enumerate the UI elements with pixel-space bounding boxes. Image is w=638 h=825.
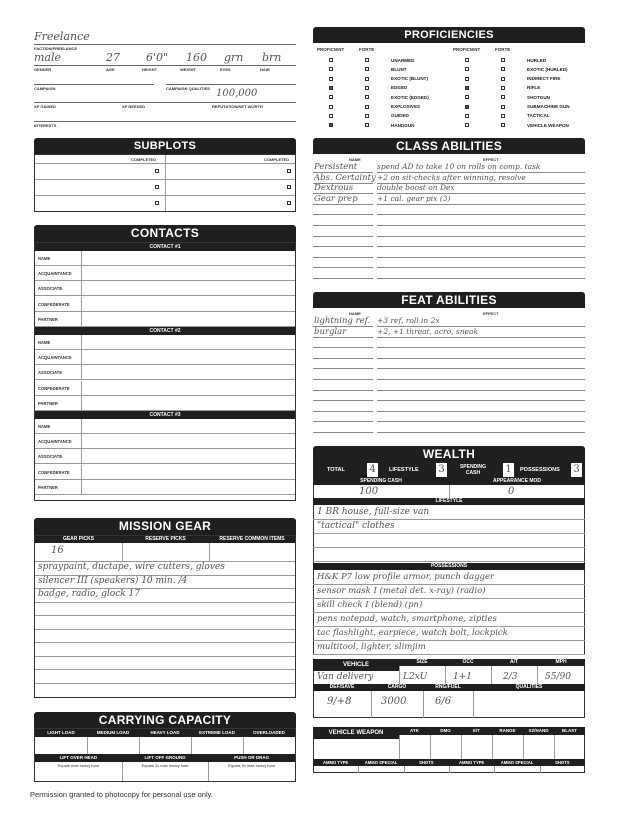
eyes-value[interactable]: grn — [224, 51, 244, 64]
vehicle-mph[interactable]: 55/90 — [545, 672, 571, 682]
total-value[interactable]: 4 — [367, 463, 378, 477]
footer-note: Permission granted to photocopy for personal use only. — [30, 790, 213, 799]
contact-3-associate-label: ASSOCIATE — [38, 454, 63, 460]
class_abilities-row-2-name[interactable]: Dextrous — [314, 183, 354, 194]
prof-right-7-label: VEHICLE WEAPON — [527, 122, 569, 128]
carrying-title: CARRYING CAPACITY — [34, 712, 296, 728]
faction-label: FACTION/FREELANCE — [34, 46, 78, 51]
contact-3-acquaintance-row[interactable] — [35, 434, 295, 449]
contact-1-partner-row[interactable] — [35, 312, 295, 327]
proficiencies-section — [313, 27, 585, 133]
vehicle-size[interactable]: L2xU — [403, 672, 428, 682]
reputation-value[interactable]: 100,000 — [216, 88, 258, 99]
contact-3-header: CONTACT #3 — [35, 411, 295, 419]
lifestyle-label: LIFESTYLE — [389, 467, 419, 473]
prof-left-1-forte-checkbox[interactable] — [365, 67, 369, 71]
possession-line-1[interactable]: sensor mask I (metal det. x-ray) (radio) — [317, 586, 486, 596]
lifestyle-line-1[interactable]: "tactical" clothes — [317, 521, 395, 531]
feat_abilities-row-1-name[interactable]: burglar — [314, 326, 347, 337]
possession-line-4[interactable]: tac flashlight, earpiece, watch bolt, lockpick — [317, 628, 508, 638]
subplot-1-checkbox[interactable] — [155, 169, 159, 173]
carry-sub-1-label: LIFT OFF GROUND — [122, 754, 209, 762]
class-col-effect: EFFECT — [483, 157, 499, 162]
prof-right-6-proficient-checkbox[interactable] — [465, 114, 469, 118]
completed-label-2: COMPLETED — [264, 157, 290, 162]
interests-label: INTERESTS — [34, 123, 57, 128]
prof-right-4-forte-checkbox[interactable] — [501, 95, 505, 99]
prof-left-3-label: EDGED — [391, 85, 408, 91]
vehicle-at[interactable]: 2/3 — [503, 672, 518, 682]
reputation-label: REPUTATION/NET WORTH — [212, 104, 263, 109]
gender-label: GENDER — [34, 67, 52, 72]
contact-2-name-label: NAME — [38, 340, 51, 345]
faction-value[interactable]: Freelance — [34, 30, 90, 43]
vw-ammo-col-3: AMMO TYPE — [449, 759, 494, 766]
campaign-qualities-label: CAMPAIGN QUALITIES — [166, 86, 210, 91]
contact-3-confederate-row[interactable] — [35, 465, 295, 480]
contact-2-partner-label: PARTNER — [38, 400, 58, 406]
subplots-section — [34, 138, 296, 212]
contact-3-associate-row[interactable] — [35, 449, 295, 464]
prof-right-2-proficient-checkbox[interactable] — [465, 77, 469, 81]
occ-label: OCC — [445, 659, 491, 666]
contact-1-name-row[interactable] — [35, 251, 295, 266]
possession-line-5[interactable]: multitool, lighter, slimjim — [317, 642, 426, 652]
prof-right-1-forte-checkbox[interactable] — [501, 67, 505, 71]
contact-1-header: CONTACT #1 — [35, 243, 295, 251]
prof-left-1-label: BLUNT — [391, 66, 407, 72]
vw-ammo-col-1: AMMO SPECIAL — [358, 759, 403, 766]
prof-left-2-proficient-checkbox[interactable] — [329, 77, 333, 81]
age-label: AGE — [106, 67, 115, 72]
contact-1-acquaintance-label: ACQUAINTANCE — [38, 271, 72, 277]
prof-right-7-proficient-checkbox[interactable] — [465, 123, 469, 127]
gender-value[interactable]: male — [34, 51, 62, 64]
lifestyle-value[interactable]: 3 — [436, 463, 447, 477]
gear-picks-label: GEAR PICKS — [35, 536, 122, 543]
spending-value[interactable]: 1 — [503, 463, 514, 477]
reserve-common-label: RESERVE COMMON ITEMS — [209, 536, 295, 543]
gear-picks-value[interactable]: 16 — [51, 545, 64, 556]
prof-left-6-proficient-checkbox[interactable] — [329, 114, 333, 118]
prof-right-5-proficient-checkbox[interactable] — [465, 105, 469, 109]
class_abilities-row-0-name[interactable]: Persistent — [314, 162, 358, 172]
vw-col-1: DMG — [430, 727, 461, 735]
contact-2-acquaintance-row[interactable] — [35, 350, 295, 365]
class_abilities-row-2-effect[interactable]: double boost on Dex — [377, 183, 455, 193]
possession-line-2[interactable]: skill check I (blend) (pn) — [317, 600, 423, 610]
campaign-label: CAMPAIGN — [34, 86, 56, 91]
contact-1-confederate-row[interactable] — [35, 297, 295, 312]
prof-left-7-label: HANDGUN — [391, 122, 415, 128]
subplot-3-checkbox[interactable] — [155, 201, 159, 205]
prof-right-6-label: TACTICAL — [527, 113, 550, 119]
prof-left-3-proficient-checkbox[interactable] — [329, 86, 333, 90]
height-value[interactable]: 6'0" — [146, 51, 169, 64]
vehicle-occ[interactable]: 1+1 — [453, 672, 472, 682]
feat-abilities-title: FEAT ABILITIES — [313, 292, 585, 308]
prof-left-0-proficient-checkbox[interactable] — [329, 58, 333, 62]
height-label: HEIGHT — [142, 67, 158, 72]
prof-right-5-label: SUBMACHINE GUN — [527, 104, 570, 109]
carry-col-3: EXTREME LOAD — [191, 729, 243, 737]
prof-left-5-label: EXPLOSIVES — [391, 104, 421, 109]
col-proficient-left: PROFICIENT — [317, 47, 345, 52]
vw-col-3: RANGE — [492, 727, 523, 735]
feat-col-effect: EFFECT — [483, 311, 499, 316]
vehicle-def[interactable]: 9/+8 — [327, 696, 352, 707]
mph-label: MPH — [537, 659, 585, 666]
prof-right-3-label: RIFLE — [527, 85, 541, 91]
subplot-6-checkbox[interactable] — [287, 201, 291, 205]
col-forte-left: FORTE — [359, 47, 375, 52]
contact-1-acquaintance-row[interactable] — [35, 266, 295, 281]
contact-2-confederate-row[interactable] — [35, 381, 295, 396]
spending-cash-label: SPENDING CASH — [313, 478, 449, 485]
subplot-4-checkbox[interactable] — [287, 169, 291, 173]
contact-1-confederate-label: CONFEDERATE — [38, 301, 70, 307]
vehicle-weapon-section — [313, 727, 585, 773]
vw-ammo-col-0: AMMO TYPE — [313, 759, 358, 766]
xp-needed-label: XP NEEDED — [122, 104, 146, 109]
carry-col-2: HEAVY LOAD — [139, 729, 191, 737]
prof-left-2-label: EXOTIC (BLUNT) — [391, 76, 429, 82]
prof-right-5-forte-checkbox[interactable] — [501, 105, 505, 109]
possession-line-0[interactable]: H&K P7 low profile armor, punch dagger — [317, 572, 495, 582]
vw-ammo-col-2: SHOTS — [404, 759, 449, 766]
feat-col-name: NAME — [349, 311, 361, 316]
contact-3-partner-row[interactable] — [35, 480, 295, 495]
contact-1-partner-label: PARTNER — [38, 316, 58, 322]
prof-right-2-label: INDIRECT FIRE — [527, 76, 561, 82]
at-label: A/T — [491, 659, 537, 666]
feat_abilities-row-0-name[interactable]: lightning ref. — [314, 316, 371, 326]
xp-gained-label: XP GAINED — [34, 104, 56, 109]
class_abilities-row-3-name[interactable]: Gear prep — [314, 193, 358, 204]
carry-sub-1-note: Equals 2x max heavy load — [141, 763, 189, 768]
feat-abilities-section — [313, 292, 585, 434]
prof-right-3-forte-checkbox[interactable] — [501, 86, 505, 90]
class_abilities-row-3-effect[interactable]: +1 cal. gear pix (3) — [377, 193, 451, 203]
possessions-value[interactable]: 3 — [571, 463, 582, 477]
col-forte-right: FORTE — [495, 47, 511, 52]
ring-label: RNG/FUEL — [423, 684, 473, 691]
subplot-5-checkbox[interactable] — [287, 185, 291, 189]
lifestyle-section-label: LIFESTYLE — [313, 498, 585, 505]
prof-left-4-label: EXOTIC (EDGED) — [391, 94, 429, 100]
possessions-label: POSSESSIONS — [520, 467, 560, 473]
prof-right-7-forte-checkbox[interactable] — [501, 123, 505, 127]
carrying-section — [34, 712, 296, 782]
contact-3-name-label: NAME — [38, 424, 51, 429]
col-proficient-right: PROFICIENT — [453, 47, 481, 52]
cargo-label: CARGO — [371, 684, 423, 691]
weight-value[interactable]: 160 — [186, 51, 207, 64]
reserve-picks-label: RESERVE PICKS — [122, 536, 209, 543]
prof-right-4-label: SHOTGUN — [527, 94, 550, 100]
carry-sub-0-label: LIFT OVER HEAD — [35, 754, 122, 762]
contact-2-partner-row[interactable] — [35, 396, 295, 411]
appearance-value[interactable]: 0 — [508, 486, 515, 497]
feat_abilities-row-1-effect[interactable]: +2, +1 threat, acro, sneak — [377, 326, 479, 336]
hair-value[interactable]: brn — [262, 51, 282, 64]
prof-left-1-proficient-checkbox[interactable] — [329, 67, 333, 71]
prof-right-0-proficient-checkbox[interactable] — [465, 58, 469, 62]
prof-right-0-forte-checkbox[interactable] — [501, 58, 505, 62]
prof-left-6-label: GUIDED — [391, 113, 409, 119]
carry-sub-0-note: Equals max heavy load — [57, 763, 99, 768]
age-value[interactable]: 27 — [106, 51, 120, 64]
contact-3-confederate-label: CONFEDERATE — [38, 469, 70, 475]
prof-left-7-proficient-checkbox[interactable] — [329, 123, 333, 127]
carry-sub-2-note: Equals 5x max heavy load — [228, 763, 275, 768]
class-col-name: NAME — [349, 157, 361, 162]
subplot-2-checkbox[interactable] — [155, 185, 159, 189]
wealth-section — [313, 446, 585, 718]
eyes-label: EYES — [220, 67, 231, 72]
prof-right-2-forte-checkbox[interactable] — [501, 77, 505, 81]
feat_abilities-row-0-effect[interactable]: +3 ref, roll in 2x — [377, 316, 440, 325]
vehicle-weapon-label: VEHICLE WEAPON — [313, 727, 399, 739]
character-info — [34, 30, 296, 130]
vw-ammo-col-4: AMMO SPECIAL — [494, 759, 539, 766]
vw-ammo-col-5: SHOTS — [540, 759, 585, 766]
prof-left-4-forte-checkbox[interactable] — [365, 95, 369, 99]
prof-left-4-proficient-checkbox[interactable] — [329, 95, 333, 99]
prof-right-0-label: HURLED — [527, 57, 547, 63]
vw-col-5: BLAST — [554, 727, 585, 735]
prof-left-5-forte-checkbox[interactable] — [365, 105, 369, 109]
prof-right-4-proficient-checkbox[interactable] — [465, 95, 469, 99]
vehicle-ring[interactable]: 6/6 — [435, 696, 452, 707]
def-label: DEF/SAVE — [313, 684, 371, 691]
prof-right-3-proficient-checkbox[interactable] — [465, 86, 469, 90]
vehicle-label: VEHICLE — [313, 659, 399, 671]
class_abilities-row-1-effect[interactable]: +2 on sit-checks after winning, resolve — [377, 172, 526, 182]
spending-label: SPENDING CASH — [459, 464, 487, 476]
vw-col-0: ATK — [399, 727, 430, 735]
subplots-title: SUBPLOTS — [34, 138, 296, 154]
vehicle-cargo[interactable]: 3000 — [381, 696, 407, 707]
class_abilities-row-0-effect[interactable]: spend AD to take 10 on rolls on comp. task — [377, 162, 541, 171]
class-abilities-title: CLASS ABILITIES — [313, 138, 585, 154]
prof-right-1-label: EXOTIC (HURLED) — [527, 66, 568, 72]
vehicle-name[interactable]: Van delivery — [317, 672, 374, 682]
wealth-title: WEALTH — [313, 446, 585, 462]
vw-col-4: SZ/HAND — [523, 727, 554, 735]
prof-left-0-forte-checkbox[interactable] — [365, 58, 369, 62]
spending-cash-value[interactable]: 100 — [359, 486, 379, 497]
carry-col-1: MEDIUM LOAD — [87, 729, 139, 737]
prof-left-6-forte-checkbox[interactable] — [365, 114, 369, 118]
contact-2-name-row[interactable] — [35, 335, 295, 350]
appearance-label: APPEARANCE MOD — [449, 478, 585, 485]
contact-2-header: CONTACT #2 — [35, 327, 295, 335]
class-abilities-section — [313, 138, 585, 281]
weight-label: WEIGHT — [180, 67, 196, 72]
contact-1-associate-label: ASSOCIATE — [38, 286, 63, 292]
prof-right-6-forte-checkbox[interactable] — [501, 114, 505, 118]
contact-3-acquaintance-label: ACQUAINTANCE — [38, 439, 72, 445]
contact-2-associate-row[interactable] — [35, 365, 295, 380]
gear-line-2[interactable]: badge, radio, glock 17 — [38, 589, 141, 599]
contact-3-name-row[interactable] — [35, 419, 295, 434]
contact-1-associate-row[interactable] — [35, 281, 295, 296]
proficiencies-title: PROFICIENCIES — [313, 27, 585, 43]
contact-3-partner-label: PARTNER — [38, 484, 58, 490]
prof-right-1-proficient-checkbox[interactable] — [465, 67, 469, 71]
contact-2-associate-label: ASSOCIATE — [38, 370, 63, 376]
prof-left-7-forte-checkbox[interactable] — [365, 123, 369, 127]
mission-gear-title: MISSION GEAR — [34, 518, 296, 535]
carry-sub-2-label: PUSH OR DRAG — [208, 754, 295, 762]
possession-line-3[interactable]: pens notepad, watch, smartphone, zipties — [317, 614, 497, 624]
contact-2-acquaintance-label: ACQUAINTANCE — [38, 355, 72, 361]
contacts-title: CONTACTS — [34, 225, 296, 242]
gear-line-1[interactable]: silencer III (speakers) 10 min. /4 — [38, 575, 188, 586]
contacts-section — [34, 225, 296, 501]
prof-left-0-label: UNARMED — [391, 57, 415, 63]
hair-label: HAIR — [260, 67, 270, 72]
prof-left-3-forte-checkbox[interactable] — [365, 86, 369, 90]
carry-col-0: LIGHT LOAD — [35, 729, 87, 737]
qualities-label: QUALITIES — [473, 684, 585, 691]
prof-left-2-forte-checkbox[interactable] — [365, 77, 369, 81]
contact-1-name-label: NAME — [38, 256, 51, 261]
mission-gear-section — [34, 518, 296, 698]
total-label: TOTAL — [327, 467, 345, 473]
completed-label-1: COMPLETED — [131, 157, 157, 162]
lifestyle-line-0[interactable]: 1 BR house, full-size van — [317, 507, 430, 517]
contact-2-confederate-label: CONFEDERATE — [38, 385, 70, 391]
carry-col-4: OVERLOADED — [243, 729, 295, 737]
prof-left-5-proficient-checkbox[interactable] — [329, 105, 333, 109]
vw-col-2: E/T — [461, 727, 492, 735]
possessions-section-label: POSSESSIONS — [313, 563, 585, 570]
size-label: SIZE — [399, 659, 445, 666]
gear-line-0[interactable]: spraypaint, ductape, wire cutters, gloves — [38, 562, 225, 572]
class_abilities-row-1-name[interactable]: Abs. Certainty — [314, 172, 376, 183]
